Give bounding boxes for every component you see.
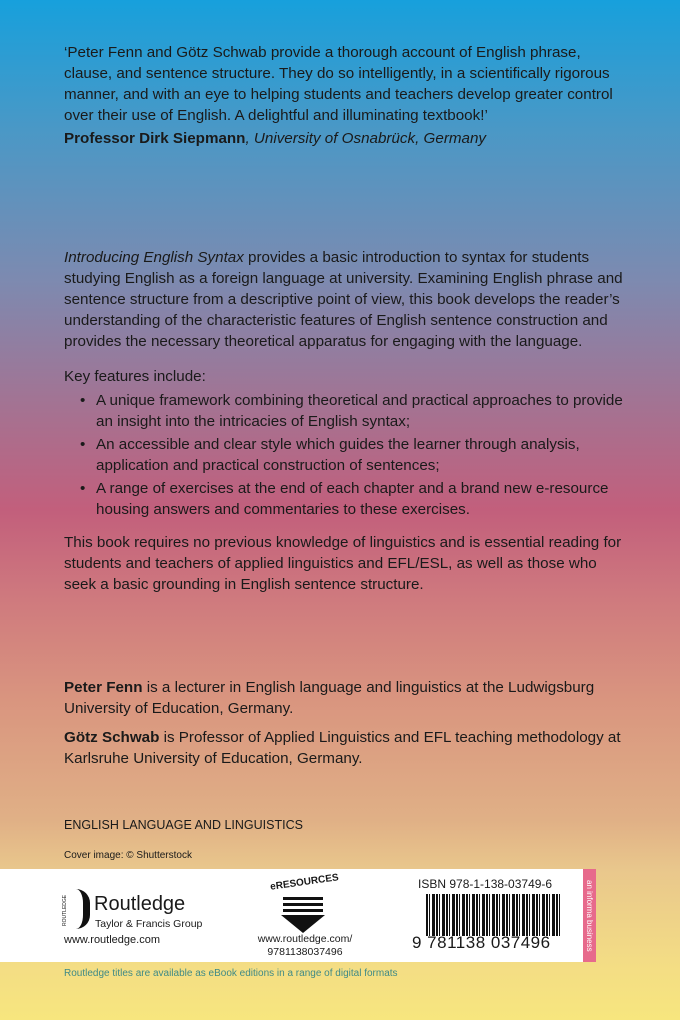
feature-item: • An accessible and clear style which guides the learner through analysis, application and practical construction of sentences; [74,434,624,476]
feature-item: • A unique framework combining theoretical and practical approaches to provide an insight into the intricacies of English syntax; [74,390,624,432]
publisher-url[interactable]: www.routledge.com [64,934,160,946]
eresources-link[interactable] [250,933,360,959]
eresources-label: eRESOURCES [269,872,340,893]
author-name: Götz Schwab [64,729,160,746]
barcode-digits: 9 781138 037496 [412,933,551,952]
routledge-logo-icon [74,889,90,929]
book-title: Introducing English Syntax [64,249,244,266]
download-arrow-icon [283,897,323,915]
description-text: provides a basic introduction to syntax for students studying English as a foreign language at university. Examining English phrase and sentence structure from a descriptive point of view, this book develops the reader’s understanding of the characteristic features of English sentence construction and provides the necessary theoretical apparatus for engaging with the language. [64,249,623,350]
description [64,247,624,595]
publisher-name: Routledge [94,893,186,915]
series-name: ENGLISH LANGUAGE AND LINGUISTICS [64,818,303,832]
barcode [426,894,562,936]
publisher-band [0,869,583,962]
publisher-group: Taylor & Francis Group [95,918,203,930]
eresources-url: www.routledge.com/ [257,933,353,945]
endorser-affiliation: , University of Osnabrück, Germany [245,130,487,147]
ebook-note: Routledge titles are available as eBook editions in a range of digital formats [64,968,398,979]
cover-credit: Cover image: © Shutterstock [64,850,192,861]
features-heading: Key features include: [64,368,206,385]
isbn-label: ISBN 978-1-138-03749-6 [418,877,553,891]
routledge-logo-side: ROUTLEDGE [62,894,68,926]
endorser-name: Professor Dirk Siepmann [64,130,246,147]
feature-item: • A range of exercises at the end of each chapter and a brand new e-resource housing answers and commentaries to these exercises. [74,478,624,520]
closing-text: This book requires no previous knowledge of linguistics and is essential reading for students and teachers of applied linguistics and EFL/ESL, as well as those who seek a basic grounding in English sentence structure. [64,534,622,593]
endorsement [64,42,624,149]
informa-strip: an informa business [583,869,596,962]
eresources-isbn-path: 9781138037496 [267,946,343,958]
author-name: Peter Fenn [64,679,143,696]
author-bios [64,677,624,769]
author-bio: is Professor of Applied Linguistics and EFL teaching methodology at Karlsruhe University of Education, Germany. [64,729,621,767]
download-arrow-head-icon [281,915,325,933]
endorsement-quote: ‘Peter Fenn and Götz Schwab provide a thorough account of English phrase, clause, and sentence structure. They do so intelligently, in a scientifically rigorous manner, and with an eye to helping students and teachers develop greater control over their use of English. A delightful and illuminating textbook!’ [64,44,613,124]
author-bio: is a lecturer in English language and linguistics at the Ludwigsburg University of Education, Germany. [64,679,595,717]
